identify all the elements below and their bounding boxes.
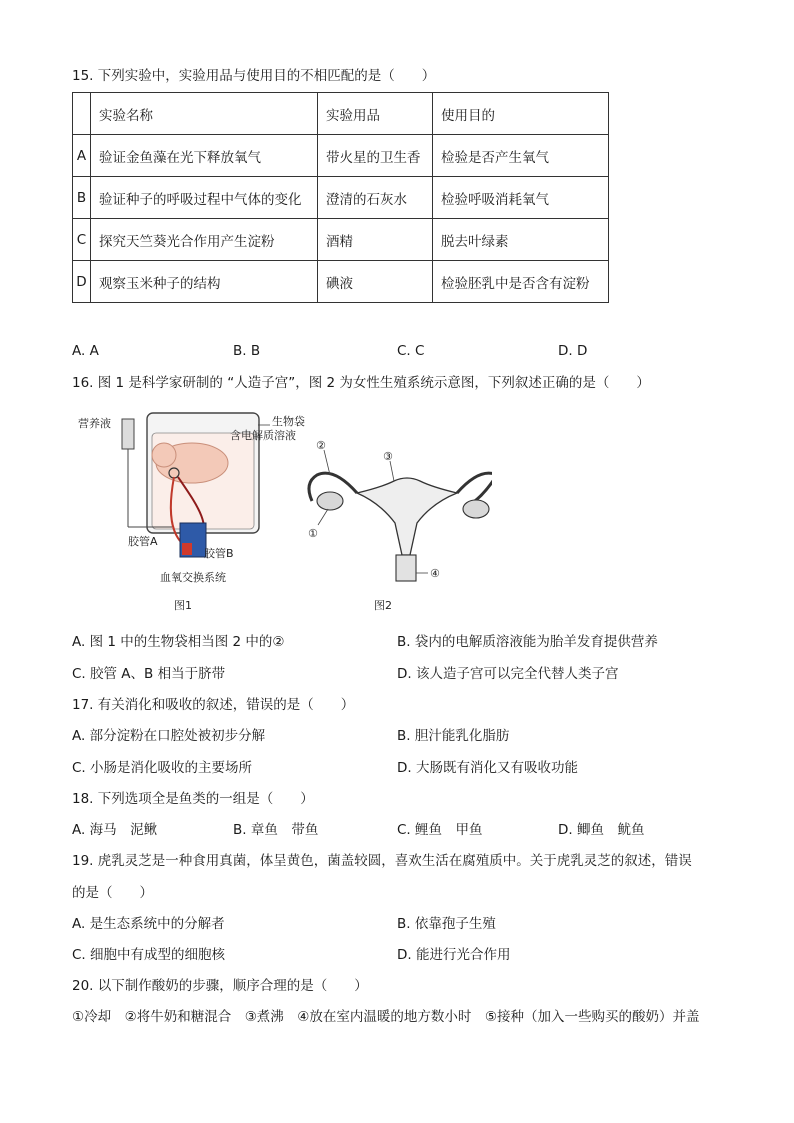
table-cell: 检验呼吸消耗氧气 <box>433 177 609 219</box>
marker-2: ② <box>316 439 326 452</box>
q19-option-b[interactable]: B. 依靠孢子生殖 <box>397 916 496 932</box>
right-ovary <box>463 500 489 518</box>
table-cell: 碘液 <box>318 261 433 303</box>
q17-option-c[interactable]: C. 小肠是消化吸收的主要场所 <box>72 760 253 776</box>
label-bag: 生物袋 <box>272 415 305 428</box>
q19-stem-line2: 的是（ ） <box>72 885 153 901</box>
q16-stem: 16. 图 1 是科学家研制的 “人造子宫”，图 2 为女性生殖系统示意图，下列叙述正确的是（ ） <box>72 375 650 391</box>
table-cell: 澄清的石灰水 <box>318 177 433 219</box>
q16-option-c[interactable]: C. 胶管 A、B 相当于脐带 <box>72 666 226 682</box>
q19-option-a[interactable]: A. 是生态系统中的分解者 <box>72 916 225 932</box>
leader-3 <box>390 461 394 481</box>
q16-option-a[interactable]: A. 图 1 中的生物袋相当图 2 中的② <box>72 634 285 650</box>
q20-steps: ①冷却 ②将牛奶和糖混合 ③煮沸 ④放在室内温暖的地方数小时 ⑤接种（加入一些购买的酸奶）并盖 <box>72 1009 700 1025</box>
label-nutrient: 营养液 <box>78 417 111 430</box>
q17-option-d[interactable]: D. 大肠既有消化又有吸收功能 <box>397 760 578 776</box>
q19-stem-line1: 19. 虎乳灵芝是一种食用真菌，体呈黄色，菌盖较圆，喜欢生活在腐殖质中。关于虎乳灵芝的叙述，错误 <box>72 853 692 869</box>
table-row <box>73 261 609 303</box>
q17-option-a[interactable]: A. 部分淀粉在口腔处被初步分解 <box>72 728 266 744</box>
table-header-cell: 使用目的 <box>433 93 609 135</box>
figure1-caption: 图1 <box>174 599 192 612</box>
table-cell: 检验是否产生氧气 <box>433 135 609 177</box>
table-cell: 探究天竺葵光合作用产生淀粉 <box>91 219 318 261</box>
table-cell: C <box>73 219 91 261</box>
q15-stem: 15. 下列实验中，实验用品与使用目的不相匹配的是（ ） <box>72 68 436 84</box>
table-cell: A <box>73 135 91 177</box>
table-header-cell <box>73 93 91 135</box>
q16-figure-svg <box>72 405 492 620</box>
label-bag-fluid: 含电解质溶液 <box>230 429 296 442</box>
q20-stem: 20. 以下制作酸奶的步骤，顺序合理的是（ ） <box>72 978 368 994</box>
marker-4: ④ <box>430 567 440 580</box>
q15-option-c[interactable]: C. C <box>397 343 425 359</box>
label-oxygen-exchange: 血氧交换系统 <box>160 571 226 584</box>
marker-1: ① <box>308 527 318 540</box>
table-cell: 检验胚乳中是否含有淀粉 <box>433 261 609 303</box>
figure2-reproductive-system <box>308 439 492 612</box>
uterus <box>357 478 457 555</box>
q18-option-d[interactable]: D. 鲫鱼 鱿鱼 <box>558 822 645 838</box>
table-row <box>73 219 609 261</box>
label-tube-a: 胶管A <box>128 535 158 548</box>
vagina <box>396 555 416 581</box>
q16-option-d[interactable]: D. 该人造子宫可以完全代替人类子宫 <box>397 666 619 682</box>
q17-option-b[interactable]: B. 胆汁能乳化脂肪 <box>397 728 510 744</box>
figure2-caption: 图2 <box>374 599 392 612</box>
q18-stem: 18. 下列选项全是鱼类的一组是（ ） <box>72 791 314 807</box>
q15-option-d[interactable]: D. D <box>558 343 588 359</box>
q15-option-a[interactable]: A. A <box>72 343 99 359</box>
table-row <box>73 177 609 219</box>
table-cell: 验证金鱼藻在光下释放氧气 <box>91 135 318 177</box>
left-ovary <box>317 492 343 510</box>
table-cell: D <box>73 261 91 303</box>
label-tube-b: 胶管B <box>204 547 234 560</box>
marker-3: ③ <box>383 450 393 463</box>
q19-option-c[interactable]: C. 细胞中有成型的细胞核 <box>72 947 226 963</box>
q16-figures <box>72 405 492 620</box>
table-header-row <box>73 93 609 135</box>
table-cell: 酒精 <box>318 219 433 261</box>
leader-1 <box>318 509 328 525</box>
figure1-artificial-womb <box>78 413 305 612</box>
q18-option-a[interactable]: A. 海马 泥鳅 <box>72 822 158 838</box>
q18-option-b[interactable]: B. 章鱼 带鱼 <box>233 822 319 838</box>
table-cell: 带火星的卫生香 <box>318 135 433 177</box>
table-cell: 验证种子的呼吸过程中气体的变化 <box>91 177 318 219</box>
q16-option-b[interactable]: B. 袋内的电解质溶液能为胎羊发育提供营养 <box>397 634 658 650</box>
table-header-cell: 实验用品 <box>318 93 433 135</box>
fetal-lamb-head <box>152 443 176 467</box>
oxygenator-red-part <box>182 543 192 555</box>
q19-option-d[interactable]: D. 能进行光合作用 <box>397 947 511 963</box>
nutrient-bag <box>122 419 134 449</box>
leader-2 <box>324 450 330 475</box>
table-cell: 脱去叶绿素 <box>433 219 609 261</box>
q17-stem: 17. 有关消化和吸收的叙述，错误的是（ ） <box>72 697 355 713</box>
table-cell: 观察玉米种子的结构 <box>91 261 318 303</box>
q18-option-c[interactable]: C. 鲤鱼 甲鱼 <box>397 822 483 838</box>
table-row <box>73 135 609 177</box>
q15-table <box>72 92 609 303</box>
table-header-cell: 实验名称 <box>91 93 318 135</box>
right-tube-end <box>472 475 492 503</box>
table-cell: B <box>73 177 91 219</box>
q15-option-b[interactable]: B. B <box>233 343 261 359</box>
